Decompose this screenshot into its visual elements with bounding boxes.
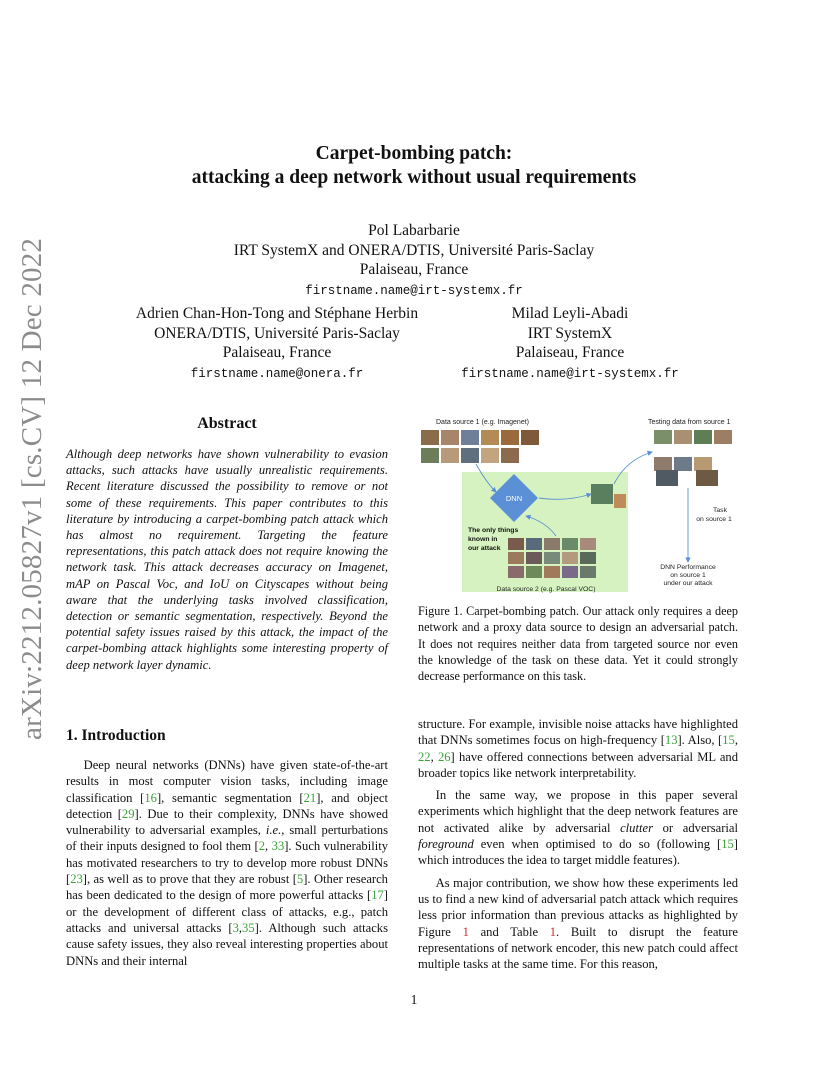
performance-label: under our attack (663, 580, 713, 587)
abstract-text: Although deep networks have shown vulnerability to evasion attacks, such attacks have usually unrealistic requirements. Recent literature discussed the possibility to remove or not some of these requirements. This paper contributes to this literature by introducing a carpet-bombing patch attack which has almost no requirement. Targeting the feature representations, this patch attack does not require knowing the network task. This attack decreases accuracy on Imagenet, mAP on Pascal Voc, and IoU on Cityscapes without being aware that the underlying tasks involved classification, detection or semantic segmentation, respectively. Beyond the potential safety issues raised by this attack, the impact of the carpet-bombing attack highlights some interesting property of deep network layer dynamic. (66, 447, 388, 672)
text-run: , small perturbations of their inputs designed to fool them [ (66, 823, 388, 854)
known-label: The only things (468, 527, 519, 534)
citation-link[interactable]: 17 (371, 888, 384, 903)
citation-link[interactable]: 3 (232, 920, 239, 935)
citation-link[interactable]: 15 (722, 733, 735, 748)
citation-link[interactable]: 2 (258, 839, 266, 854)
text-run: structure. For example, invisible noise attacks have highlighted that DNNs sometimes focus on high-frequency [ (418, 717, 738, 748)
text-run: ]. Such vulnerability has motivated researchers to try to develop more robust DNNs [ (66, 839, 389, 887)
testing-image-grid (654, 430, 732, 486)
citation-link[interactable]: 5 (296, 872, 304, 887)
text-run: ] or the development of different class of attacks, e.g., patch attacks and universal attacks [ (66, 888, 388, 935)
author-block-3 (450, 304, 690, 381)
author-affiliation: ONERA/DTIS, Université Paris-Saclay (154, 324, 400, 342)
citation-link[interactable]: 26 (437, 749, 451, 764)
source-1-label: Data source 1 (e.g. Imagenet) (436, 419, 529, 426)
page-number: 1 (410, 992, 418, 1007)
citation-link[interactable]: 13 (664, 733, 678, 748)
author-block-1 (0, 221, 828, 298)
author-email: firstname.name@irt-systemx.fr (461, 366, 679, 381)
citation-link[interactable]: 22 (418, 749, 431, 764)
author-affiliation: IRT SystemX (527, 324, 613, 342)
citation-link[interactable]: 16 (144, 790, 157, 805)
text-run: Deep neural networks (DNNs) have given state-of-the-art results in most computer vision tasks, including image classification [ (66, 758, 388, 805)
author-name: Milad Leyli-Abadi (511, 305, 629, 322)
citation-link[interactable]: 15 (721, 837, 734, 852)
text-run-italic: i.e. (265, 823, 282, 838)
source-2-image-grid (508, 538, 596, 578)
paper-title (0, 142, 828, 190)
adversarial-patch-image (591, 484, 613, 504)
title-line-1: Carpet-bombing patch: (315, 143, 513, 164)
testing-data-label: Testing data from source 1 (648, 419, 731, 426)
text-run: As major contribution, we show how these experiments led us to find a new kind of adversarial patch attack which requires less prior information than previous attacks as highlighted by Figure (418, 875, 738, 939)
citation-link[interactable]: 21 (303, 790, 317, 805)
figure-1-caption: Figure 1. Carpet-bombing patch. Our attack only requires a deep network and a proxy data source to design an adversarial patch. It does not requires neither data from targeted source nor even the knowledge of the task on these data. Yet it could strongly decrease performance on this task. (418, 604, 738, 684)
citation-link[interactable]: 35 (242, 920, 255, 935)
text-run: ], and object detection [ (66, 790, 388, 821)
performance-label: DNN Performance (660, 564, 716, 571)
abstract-heading: Abstract (197, 415, 257, 432)
text-run: ], semantic segmentation [ (156, 790, 304, 805)
task-label: Task (713, 507, 727, 514)
title-line-2: attacking a deep network without usual requirements (191, 167, 637, 188)
intro-paragraph-left: Deep neural networks (DNNs) have given state-of-the-art results in most computer vision tasks, including image classification [16], semantic segmentation [21], and object detection [29]. Due to their complexity, DNNs have showed vulnerability to adversarial examples, i.e., small perturbations of their inputs designed to fool them [2, 33]. Such vulnerability has motivated researchers to try to develop more robust DNNs [23], as well as to prove that they are robust [5]. Other research has been dedicated to the design of more powerful attacks [17] or the development of different class of attacks, e.g., patch attacks and universal attacks [3,35]. Although such attacks cause safety issues, they also reveal interesting properties about DNNs and their internal (66, 758, 389, 968)
text-run: In the same way, we propose in this paper several experiments which highlight that the deep network features are not activated alike by adversarial (418, 788, 738, 835)
author-location: Palaiseau, France (359, 261, 469, 278)
author-location: Palaiseau, France (515, 344, 625, 361)
author-email: firstname.name@onera.fr (190, 366, 364, 381)
text-run: ]. Also, [ (677, 733, 723, 748)
known-label: our attack (468, 545, 501, 552)
text-run: ], as well as to prove that they are robust [ (82, 872, 297, 887)
task-label: on source 1 (696, 516, 732, 523)
text-run: ]. Due to their complexity, DNNs have showed vulnerability to adversarial examples, (66, 806, 388, 838)
citation-link[interactable]: 33 (271, 839, 285, 854)
citation-link[interactable]: 29 (121, 806, 135, 821)
author-location: Palaiseau, France (222, 344, 332, 361)
intro-paragraphs-right: structure. For example, invisible noise attacks have highlighted that DNNs sometimes focus on high-frequency [13]. Also, [15, 22, 26] have offered connections between adversarial ML and broader topics like network interpretability. In the same way, we propose in this paper several experiments which highlight that the deep network features are not activated alike by adversarial clutter or adversarial foreground even when optimised to do so (following [15] which introduces the idea to target middle features). As major contribution, we show how these experiments led us to find a new kind of adversarial patch attack which requires less prior information than previous attacks as highlighted by Figure 1 and Table 1. Built to disrupt the feature representations of network encoder, this new patch could affect multiple tasks at the same time. For this reason, (418, 717, 739, 972)
text-run: ] have offered connections between adversarial ML and broader topics like network interpretability. (418, 749, 739, 780)
source-2-label: Data source 2 (e.g. Pascal VOC) (496, 586, 596, 593)
citation-link[interactable]: 23 (70, 872, 83, 887)
performance-label: on source 1 (670, 572, 706, 579)
author-name: Pol Labarbarie (368, 222, 460, 239)
text-run: and Table (468, 924, 550, 939)
text-run: even when optimised to do so (following [ (473, 837, 722, 852)
text-run: or adversarial (652, 820, 738, 835)
adversarial-patch-image (614, 494, 626, 508)
text-run-italic: clutter (620, 820, 653, 835)
figure-reference-link[interactable]: 1 (462, 924, 469, 939)
author-block-2 (94, 304, 460, 381)
figure-1-diagram (416, 412, 742, 598)
text-run: ]. Although such attacks cause safety issues, they also reveal interesting properties about DNNs and their internal (66, 920, 388, 968)
section-heading-introduction: 1. Introduction (66, 727, 166, 744)
known-label: known in (468, 536, 498, 543)
dnn-label: DNN (505, 494, 523, 503)
arxiv-identifier-stamp: arXiv:2212.05827v1 [cs.CV] 12 Dec 2022 (16, 237, 48, 740)
author-name: Adrien Chan-Hon-Tong and Stéphane Herbin (135, 305, 419, 322)
author-affiliation: IRT SystemX and ONERA/DTIS, Université Paris-Saclay (233, 241, 595, 259)
author-email: firstname.name@irt-systemx.fr (305, 283, 523, 298)
text-run: ]. Other research has been dedicated to the design of more powerful attacks [ (66, 872, 388, 903)
text-run-italic: foreground (418, 837, 474, 852)
source-1-image-grid (421, 430, 539, 463)
table-reference-link[interactable]: 1 (549, 924, 557, 939)
text-run: . Built to disrupt the feature representations of network encoder, this new patch could affect multiple tasks at the same time. For this reason, (418, 924, 739, 972)
text-run: ] which introduces the idea to target middle features). (418, 837, 738, 868)
